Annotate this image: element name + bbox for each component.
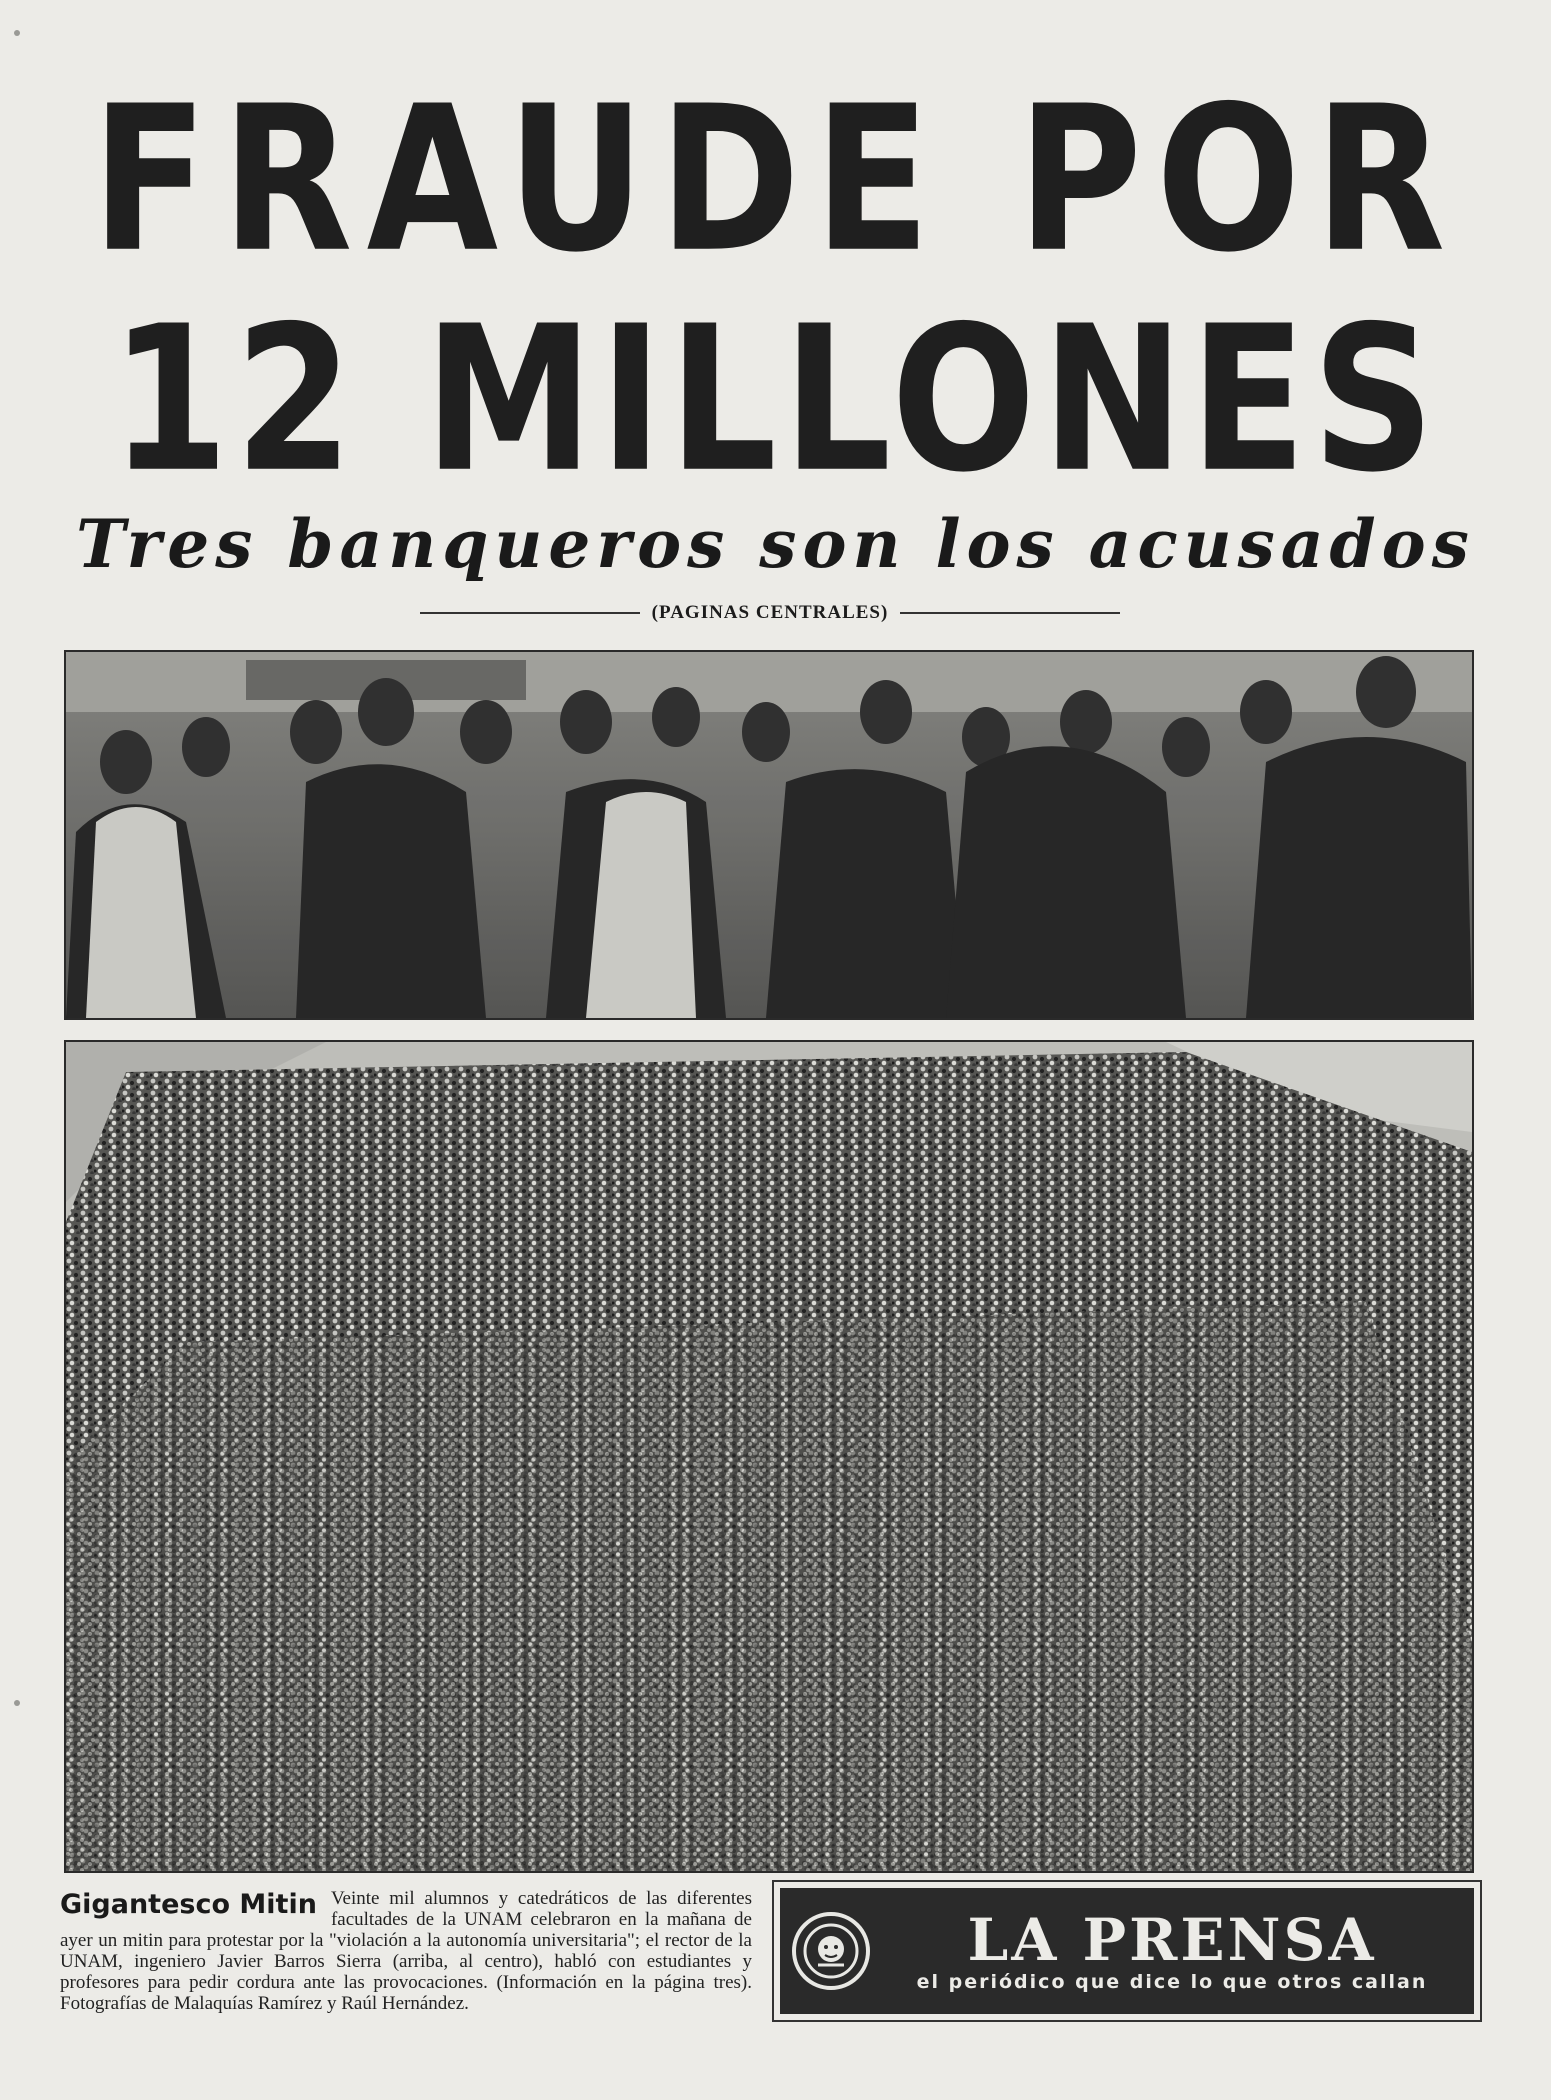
pages-reference: [420, 598, 1120, 628]
headline-line-1: FRAUDE POR: [91, 63, 1460, 298]
caption-body: Veinte mil alumnos y catedráticos de las diferentes facultades de la UNAM celebraron en la mañana de ayer un mitin para protestar por la "violación a la autonomía universitaria"; el rector de la UNAM, ingeniero Javier Barros Sierra (arriba, al centro), habló con estudiantes y profesores para pedir cordura ante las provocaciones. (Información en la página tres). Fotografías de Malaquías Ramírez y Raúl Hernández.: [60, 1888, 752, 2014]
masthead-title: LA PRENSA: [967, 1906, 1377, 1974]
photo-caption: [60, 1888, 752, 2068]
punch-mark: [14, 1700, 20, 1706]
headline-line-2: 12 MILLONES: [110, 283, 1441, 518]
caption-heading: Gigantesco Mitin: [60, 1889, 317, 1920]
crowd-aerial-photo: [64, 1040, 1474, 1873]
masthead: [772, 1880, 1482, 2022]
pages-reference-text: (PAGINAS CENTRALES): [651, 602, 889, 623]
lion-seal-icon: [792, 1912, 870, 1990]
punch-mark: [14, 30, 20, 36]
masthead-tagline: el periódico que dice lo que otros callan: [916, 1971, 1428, 1993]
group-of-men-photo: [64, 650, 1474, 1020]
masthead-panel: [780, 1888, 1474, 2014]
subheadline: Tres banqueros son los acusados: [76, 505, 1475, 583]
divider: [900, 612, 1120, 614]
divider: [420, 612, 640, 614]
